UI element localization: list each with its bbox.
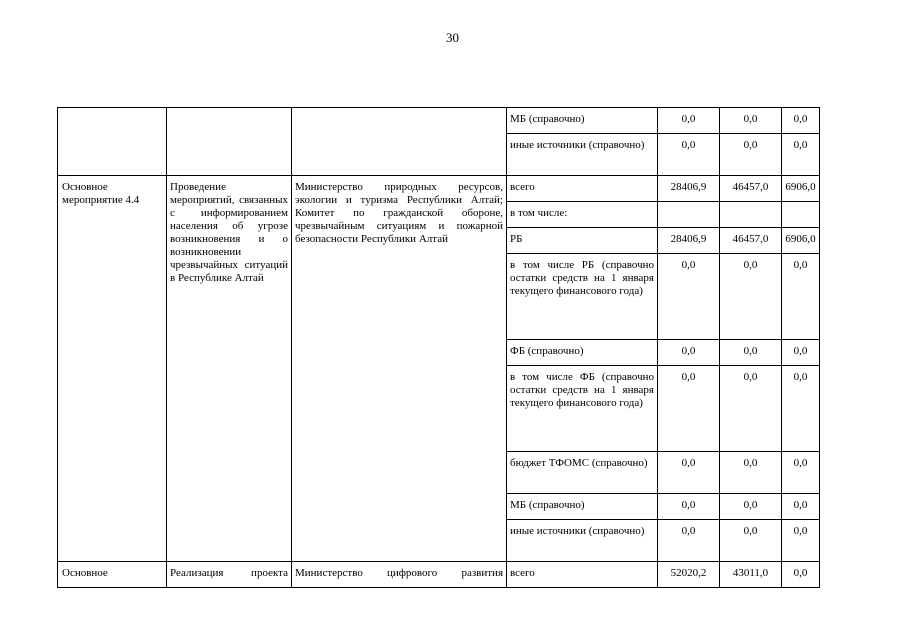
- event-description-cell: Проведение мероприятий, связанных с информированием населения об угрозе возникновения и о возникновении чрезвычайных ситуаций в Республике Алтай: [167, 176, 292, 562]
- funding-source-cell: в том числе ФБ (справочно остатки средств на 1 января текущего финансового года): [507, 366, 658, 452]
- value-cell: 0,0: [720, 134, 782, 176]
- financing-table: [57, 107, 820, 588]
- value-cell: [782, 202, 820, 228]
- value-cell: 0,0: [658, 108, 720, 134]
- value-cell: 28406,9: [658, 228, 720, 254]
- funding-source-cell: иные источники (справочно): [507, 520, 658, 562]
- value-cell: 0,0: [782, 134, 820, 176]
- page-number: 30: [446, 30, 459, 45]
- table-row: [58, 176, 820, 202]
- funding-source-cell: в том числе:: [507, 202, 658, 228]
- value-cell: 0,0: [720, 108, 782, 134]
- funding-source-cell: РБ: [507, 228, 658, 254]
- funding-source-cell: бюджет ТФОМС (справочно): [507, 452, 658, 494]
- value-cell: 0,0: [782, 366, 820, 452]
- event-name-cell: Основное мероприятие 4.4: [58, 176, 167, 562]
- value-cell: 6906,0: [782, 176, 820, 202]
- value-cell: 0,0: [720, 366, 782, 452]
- value-cell: 0,0: [720, 494, 782, 520]
- value-cell: 0,0: [720, 340, 782, 366]
- funding-source-cell: в том числе РБ (справочно остатки средств на 1 января текущего финансового года): [507, 254, 658, 340]
- value-cell: 0,0: [658, 134, 720, 176]
- event-name-cell: [58, 108, 167, 176]
- value-cell: 43011,0: [720, 562, 782, 588]
- value-cell: 0,0: [720, 254, 782, 340]
- funding-source-cell: всего: [507, 562, 658, 588]
- value-cell: 0,0: [720, 520, 782, 562]
- event-description-cell: [167, 108, 292, 176]
- value-cell: 0,0: [782, 452, 820, 494]
- value-cell: 0,0: [658, 494, 720, 520]
- value-cell: 0,0: [782, 520, 820, 562]
- funding-source-cell: МБ (справочно): [507, 108, 658, 134]
- executors-cell: Министерство цифрового развития: [292, 562, 507, 588]
- value-cell: 0,0: [782, 254, 820, 340]
- value-cell: 0,0: [658, 520, 720, 562]
- funding-source-cell: МБ (справочно): [507, 494, 658, 520]
- value-cell: 0,0: [658, 254, 720, 340]
- event-description-cell: Реализация проекта: [167, 562, 292, 588]
- executors-cell: Министерство природных ресурсов, экологии и туризма Республики Алтай; Комитет по гражданской обороне, чрезвычайным ситуациям и пожарной безопасности Республики Алтай: [292, 176, 507, 562]
- funding-source-cell: иные источники (справочно): [507, 134, 658, 176]
- value-cell: 28406,9: [658, 176, 720, 202]
- value-cell: 0,0: [782, 340, 820, 366]
- value-cell: 46457,0: [720, 176, 782, 202]
- table-row: [58, 108, 820, 134]
- value-cell: 46457,0: [720, 228, 782, 254]
- executors-cell: [292, 108, 507, 176]
- value-cell: 0,0: [720, 452, 782, 494]
- value-cell: 6906,0: [782, 228, 820, 254]
- value-cell: [720, 202, 782, 228]
- event-name-cell: Основное: [58, 562, 167, 588]
- value-cell: 0,0: [782, 108, 820, 134]
- funding-source-cell: ФБ (справочно): [507, 340, 658, 366]
- value-cell: 52020,2: [658, 562, 720, 588]
- value-cell: [658, 202, 720, 228]
- funding-source-cell: всего: [507, 176, 658, 202]
- value-cell: 0,0: [658, 366, 720, 452]
- value-cell: 0,0: [658, 340, 720, 366]
- value-cell: 0,0: [782, 562, 820, 588]
- value-cell: 0,0: [782, 494, 820, 520]
- value-cell: 0,0: [658, 452, 720, 494]
- table-row: [58, 562, 820, 588]
